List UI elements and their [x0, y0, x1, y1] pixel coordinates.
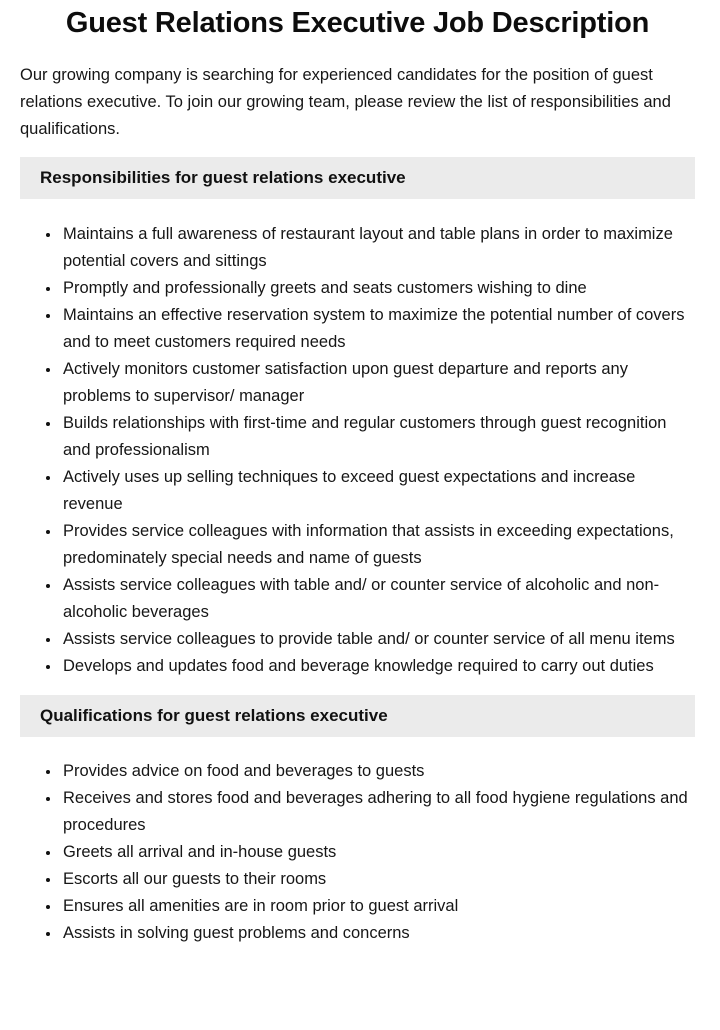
list-item: • Builds relationships with first-time and regular customers through guest recognition and professionalism	[61, 410, 695, 464]
list-item: • Greets all arrival and in-house guests	[61, 839, 695, 866]
responsibilities-list	[20, 221, 695, 680]
list-item: • Ensures all amenities are in room prior to guest arrival	[61, 893, 695, 920]
list-item: • Assists in solving guest problems and concerns	[61, 920, 695, 947]
section-heading-responsibilities: Responsibilities for guest relations executive	[20, 157, 695, 199]
list-item: • Provides advice on food and beverages to guests	[61, 758, 695, 785]
list-item: • Assists service colleagues to provide table and/ or counter service of all menu items	[61, 626, 695, 653]
list-item: • Develops and updates food and beverage knowledge required to carry out duties	[61, 653, 695, 680]
page-title: Guest Relations Executive Job Description	[65, 7, 650, 39]
list-item: • Maintains an effective reservation system to maximize the potential number of covers and to meet customers required needs	[61, 302, 695, 356]
intro-paragraph: Our growing company is searching for experienced candidates for the position of guest relations executive. To join our growing team, please review the list of responsibilities and qualifications.	[20, 66, 671, 138]
list-item: • Assists service colleagues with table and/ or counter service of alcoholic and non-alcoholic beverages	[61, 572, 695, 626]
section-heading-qualifications: Qualifications for guest relations executive	[20, 695, 695, 737]
list-item: • Provides service colleagues with information that assists in exceeding expectations, predominately special needs and name of guests	[61, 518, 695, 572]
list-item: • Actively monitors customer satisfaction upon guest departure and reports any problems to supervisor/ manager	[61, 356, 695, 410]
list-item: • Promptly and professionally greets and seats customers wishing to dine	[61, 275, 695, 302]
list-item: • Maintains a full awareness of restaurant layout and table plans in order to maximize potential covers and sittings	[61, 221, 695, 275]
list-item: • Escorts all our guests to their rooms	[61, 866, 695, 893]
qualifications-list	[20, 758, 695, 947]
list-item: • Actively uses up selling techniques to exceed guest expectations and increase revenue	[61, 464, 695, 518]
list-item: • Receives and stores food and beverages adhering to all food hygiene regulations and procedures	[61, 785, 695, 839]
